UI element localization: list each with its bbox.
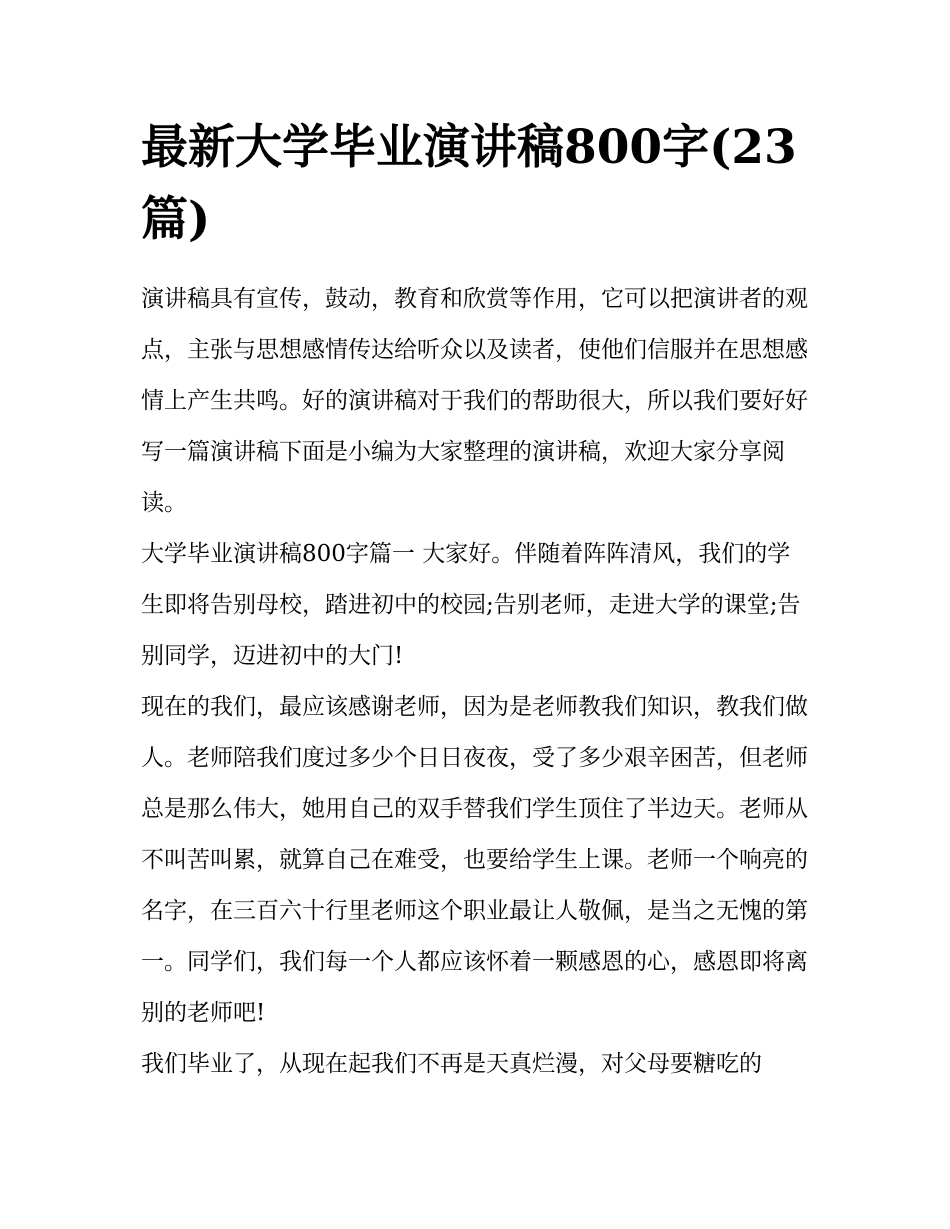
paragraph-speech-one-opening: 大学毕业演讲稿800字篇一 大家好。伴随着阵阵清风，我们的学生即将告别母校，踏进初中的校园;告别老师，走进大学的课堂;告别同学，迈进初中的大门! [141, 541, 801, 669]
document-title: 最新大学毕业演讲稿800字(23篇) [141, 120, 797, 247]
paragraph-thank-teachers: 现在的我们，最应该感谢老师，因为是老师教我们知识，教我们做人。老师陪我们度过多少个日日夜夜，受了多少艰辛困苦，但老师总是那么伟大，她用自己的双手替我们学生顶住了半边天。老师从不叫苦叫累，就算自己在难受，也要给学生上课。老师一个响亮的名字，在三百六十行里老师这个职业最让人敬佩，是当之无愧的第一。同学们，我们每一个人都应该怀着一颗感恩的心，感恩即将离别的老师吧! [141, 694, 808, 1026]
paragraph-graduation: 我们毕业了，从现在起我们不再是天真烂漫，对父母要糖吃的 [141, 1051, 762, 1077]
paragraph-intro: 演讲稿具有宣传，鼓动，教育和欣赏等作用，它可以把演讲者的观点，主张与思想感情传达给听众以及读者，使他们信服并在思想感情上产生共鸣。好的演讲稿对于我们的帮助很大，所以我们要好好写一篇演讲稿下面是小编为大家整理的演讲稿，欢迎大家分享阅读。 [141, 286, 808, 516]
document-page [141, 112, 813, 1090]
